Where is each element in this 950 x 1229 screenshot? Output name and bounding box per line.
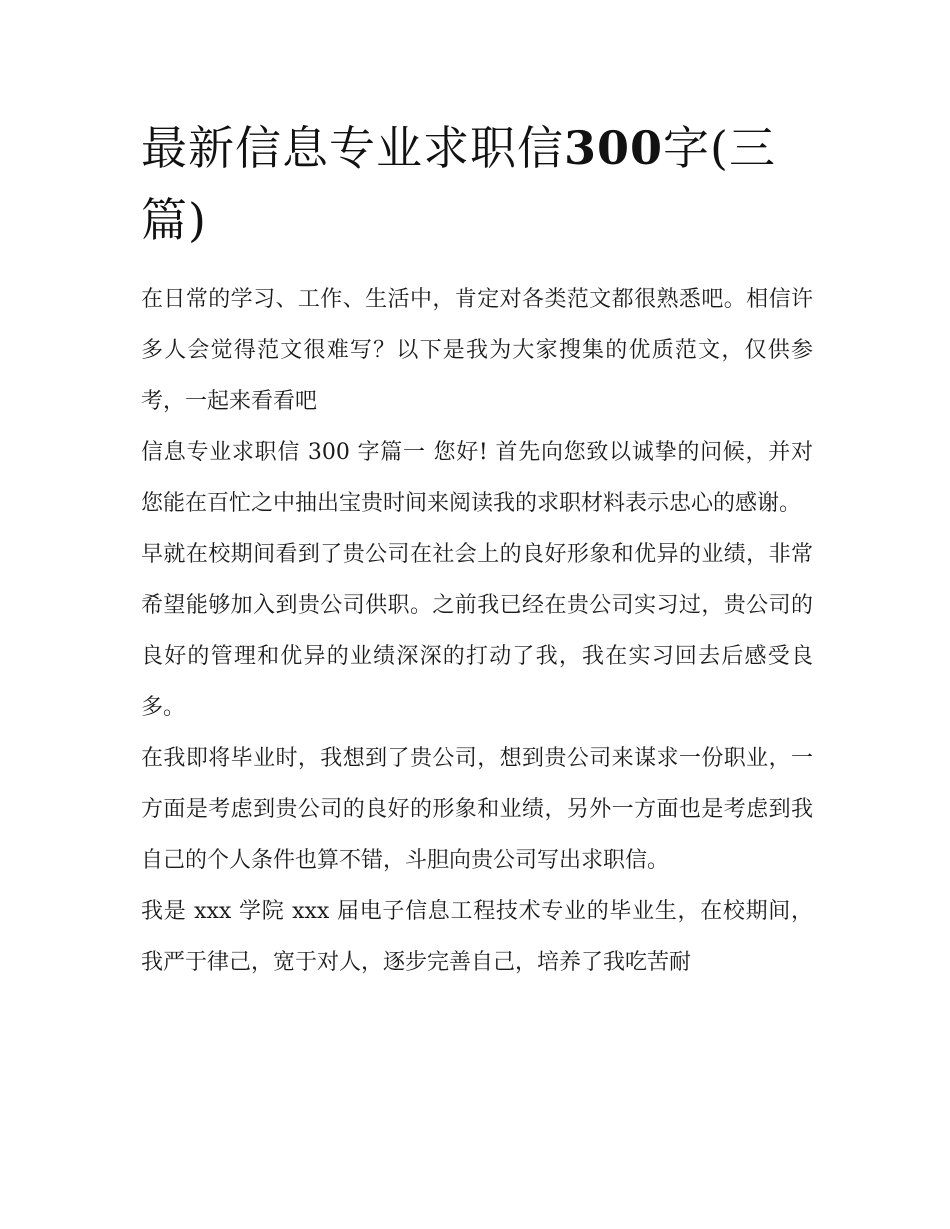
document-title xyxy=(141,112,813,256)
paragraph-intro: 在日常的学习、工作、生活中，肯定对各类范文都很熟悉吧。相信许多人会觉得范文很难写？以下是我为大家搜集的优质范文，仅供参考，一起来看看吧 xyxy=(141,287,813,414)
paragraph-greeting: 信息专业求职信 300 字篇一 您好! 首先向您致以诚挚的问候，并对您能在百忙之中抽出宝贵时间来阅读我的求职材料表示忠心的感谢。 xyxy=(141,440,813,516)
document-content xyxy=(141,112,813,988)
title-part-3: 字(三篇) xyxy=(141,121,776,247)
paragraph-motivation: 在我即将毕业时，我想到了贵公司，想到贵公司来谋求一份职业，一方面是考虑到贵公司的良好的形象和业绩，另外一方面也是考虑到我自己的个人条件也算不错，斗胆向贵公司写出求职信。 xyxy=(141,746,813,873)
title-part-1: 最新信息专业求职信 xyxy=(141,121,564,175)
paragraph-self-intro: 我是 xxx 学院 xxx 届电子信息工程技术专业的毕业生，在校期间，我严于律己，宽于对人，逐步完善自己，培养了我吃苦耐 xyxy=(141,899,813,975)
title-part-2: 300 xyxy=(564,121,664,175)
paragraph-company: 早就在校期间看到了贵公司在社会上的良好形象和优异的业绩，非常希望能够加入到贵公司供职。之前我已经在贵公司实习过，贵公司的良好的管理和优异的业绩深深的打动了我，我在实习回去后感受良多。 xyxy=(141,542,813,720)
